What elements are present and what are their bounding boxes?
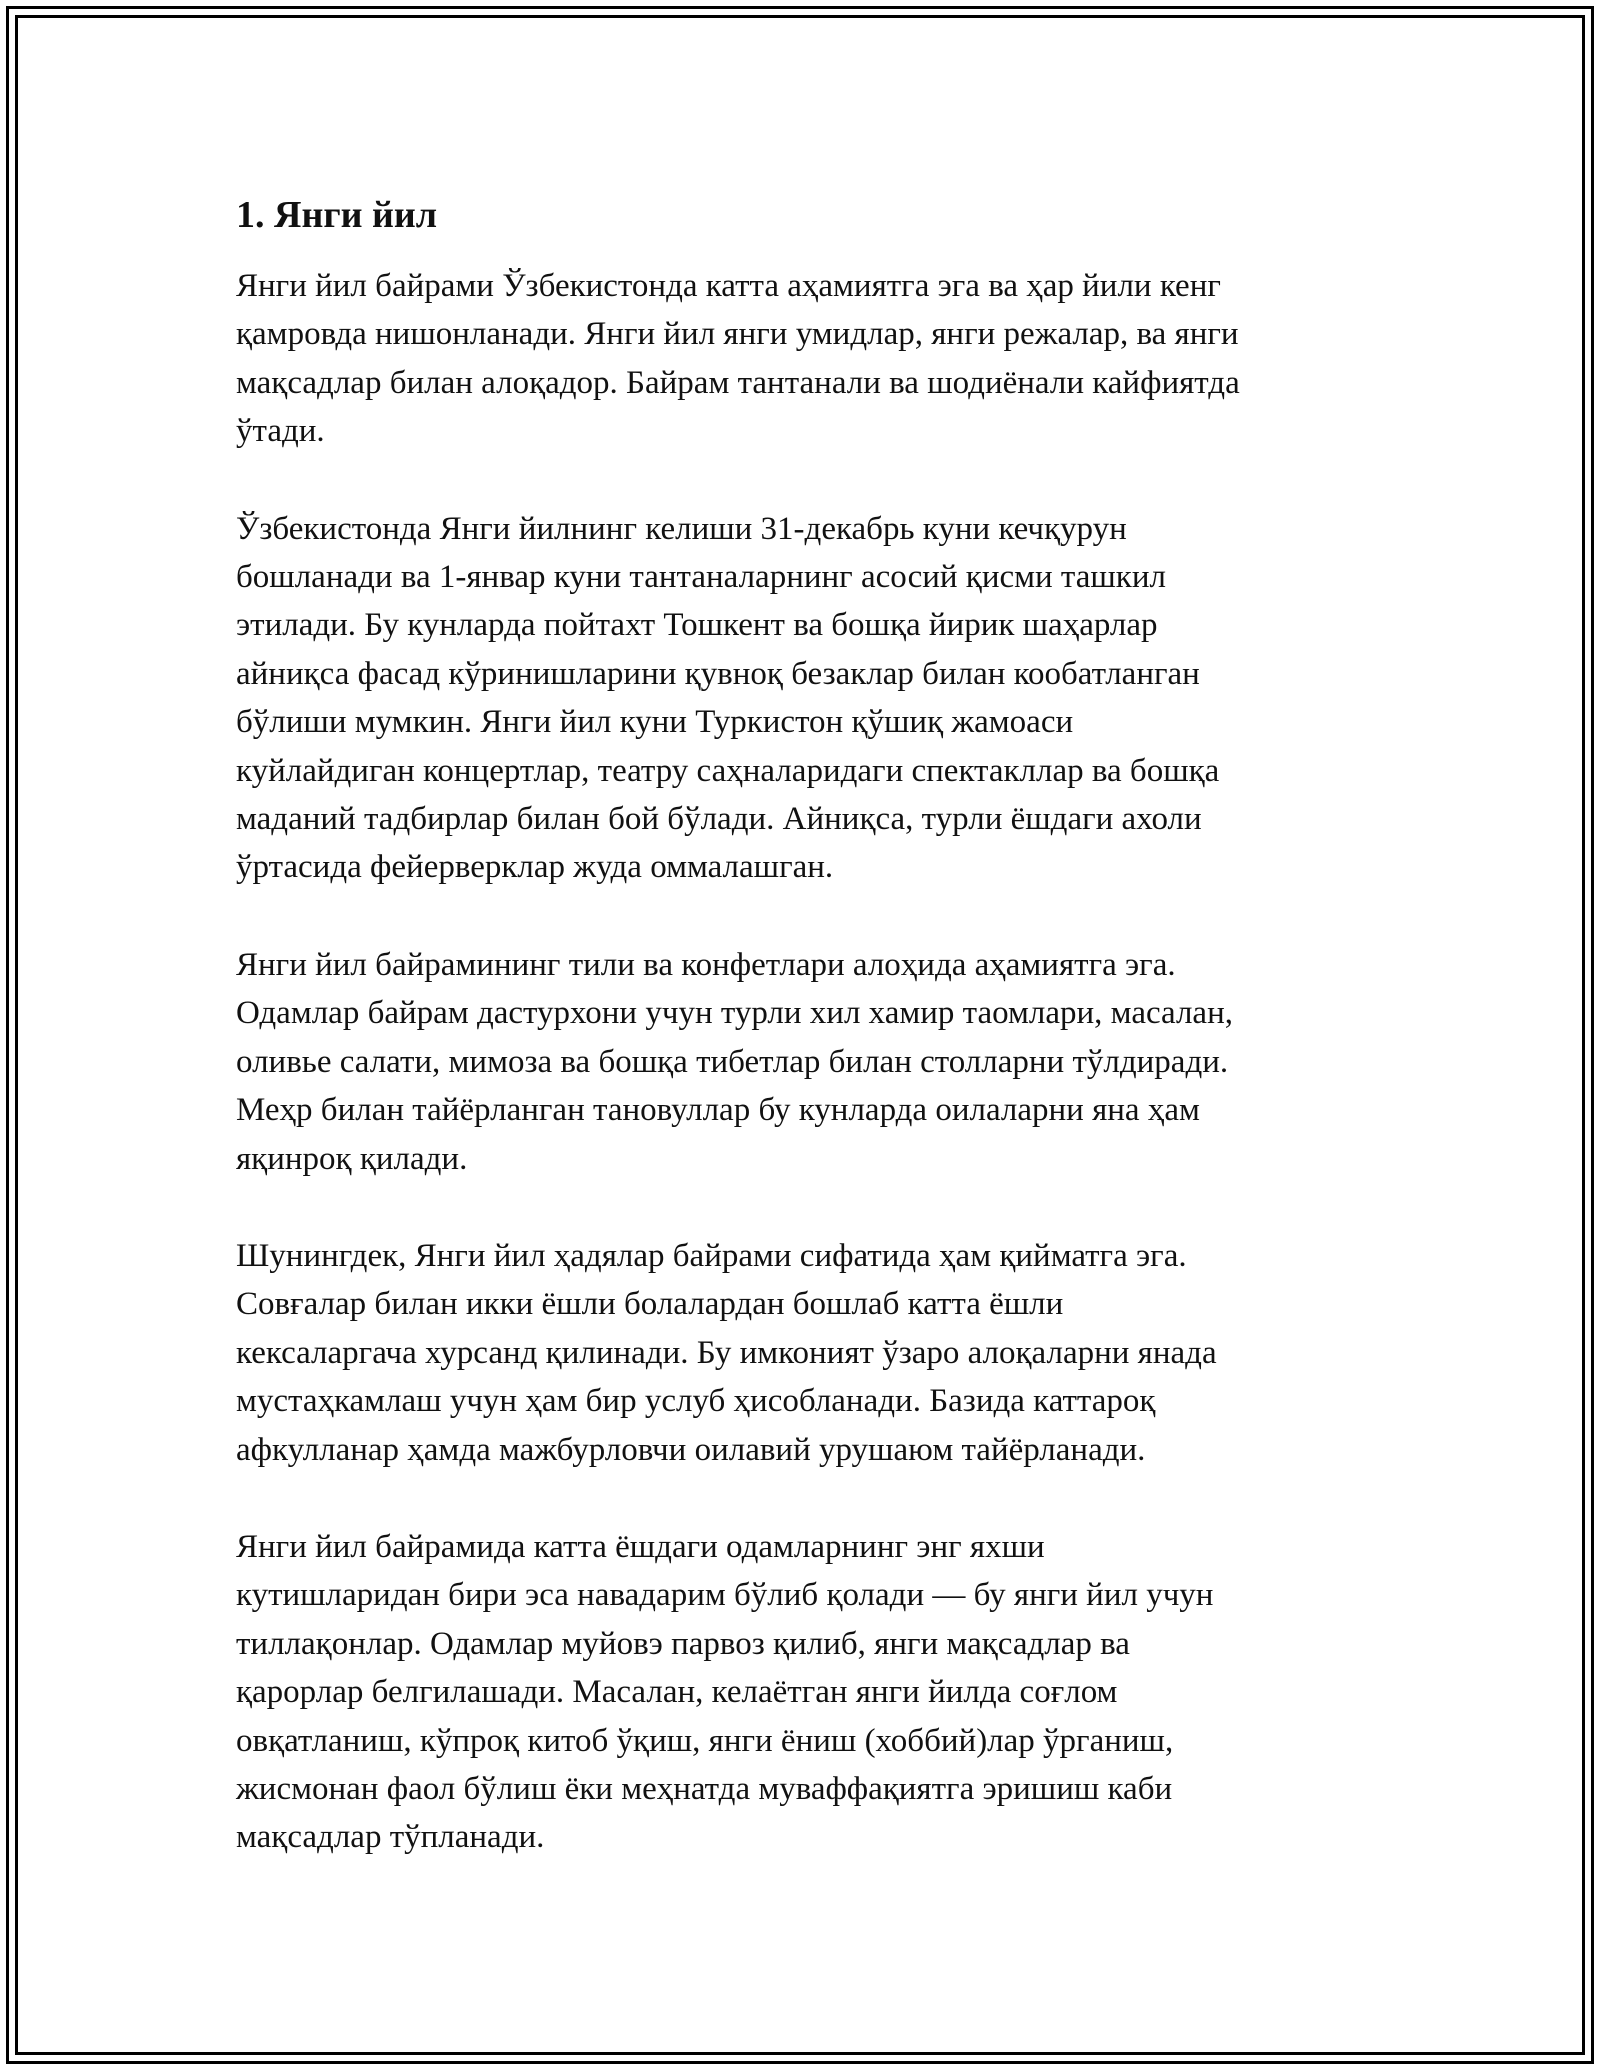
text-line: Совғалар билан икки ёшли болалардан бошлаб катта ёшли [236,1286,1064,1323]
text-line: ўртасида фейерверклар жуда оммалашган. [236,849,834,886]
text-line: Шунингдек, Янги йил ҳадялар байрами сифатида ҳам қийматга эга. [236,1237,1187,1274]
text-line: Янги йил байрами Ўзбекистонда катта аҳамиятга эга ва ҳар йили кенг [236,268,1221,304]
text-line: айниқса фасад кўринишларини қувноқ безаклар билан кообатланган [236,655,1200,692]
text-line: жисмонан фаол бўлиш ёки меҳнатда муваффақиятга эришиш каби [236,1770,1173,1807]
text-line: қарорлар белгилашади. Масалан, келаётган янги йилда соғлом [236,1674,1118,1711]
text-line: тиллақонлар. Одамлар муйовэ парвоз қилиб, янги мақсадлар ва [236,1625,1130,1662]
text-line: овқатланиш, кўпроқ китоб ўқиш, янги ёниш (хоббий)лар ўрганиш, [236,1722,1174,1759]
paragraph [236,1232,1376,1474]
text-line: кексаларгача хурсанд қилинади. Бу имконият ўзаро алоқаларни янада [236,1334,1217,1371]
text-line: бўлиши мумкин. Янги йил куни Туркистон қўшиқ жамоаси [236,704,1074,741]
paragraph [236,941,1376,1183]
paragraph [236,262,1376,456]
text-line: Янги йил байрамида катта ёшдаги одамларнинг энг яхши [236,1528,1045,1565]
text-line: мақсадлар тўпланади. [236,1819,545,1856]
text-line: этилади. Бу кунларда пойтахт Тошкент ва бошқа йирик шаҳарлар [236,607,1158,644]
text-line: Ўзбекистонда Янги йилнинг келиши 31-декабрь куни кечқурун [236,510,1127,547]
document-body [236,190,1376,1911]
text-line: оливье салати, мимоза ва бошқа тибетлар билан столларни тўлдиради. [236,1043,1229,1080]
text-line: ўтади. [236,413,325,450]
text-line: мақсадлар билан алоқадор. Байрам тантанали ва шодиёнали кайфиятда [236,364,1240,401]
text-line: кутишларидан бири эса навадарим бўлиб қолади — бу янги йил учун [236,1577,1214,1614]
section-heading: 1. Янги йил [236,194,438,236]
paragraph [236,505,1376,892]
paragraph-container [236,262,1376,1862]
text-line: бошланади ва 1-январ куни тантаналарнинг асосий қисми ташкил [236,559,1166,596]
text-line: яқинроқ қилади. [236,1140,468,1177]
text-line: маданий тадбирлар билан бой бўлади. Айниқса, турли ёшдаги ахоли [236,801,1202,838]
text-line: Янги йил байрамининг тили ва конфетлари алоҳида аҳамиятга эга. [236,946,1176,983]
text-line: куйлайдиган концертлар, театру саҳналаридаги спектакллар ва бошқа [236,752,1220,789]
text-line: Одамлар байрам дастурхони учун турли хил хамир таомлари, масалан, [236,995,1233,1032]
text-line: афкулланар ҳамда мажбурловчи оилавий урушаюм тайёрланади. [236,1431,1146,1468]
text-line: мустаҳкамлаш учун ҳам бир услуб ҳисобланади. Базида каттароқ [236,1383,1156,1420]
paragraph [236,1523,1376,1862]
text-line: қамровда нишонланади. Янги йил янги умидлар, янги режалар, ва янги [236,316,1239,353]
text-line: Меҳр билан тайёрланган тановуллар бу кунларда оилаларни яна ҳам [236,1092,1200,1129]
